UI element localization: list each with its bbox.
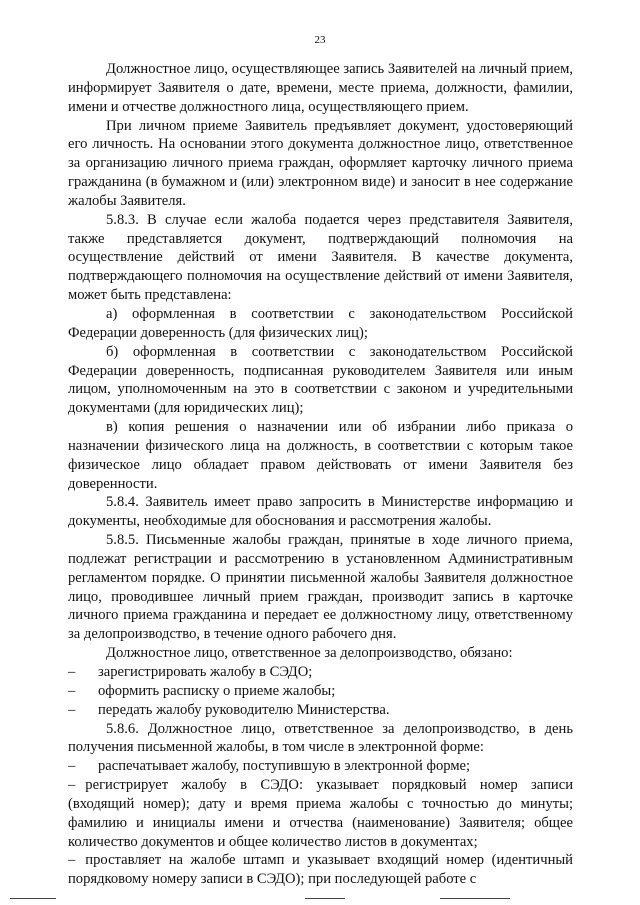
list-item (68, 757, 573, 776)
dash-marker: – (68, 852, 76, 869)
dash-marker: – (68, 758, 76, 775)
paragraph: б) оформленная в соответствии с законодательством Российской Федерации доверенность, подписанная руководителем Заявителя или иным лицом, уполномоченным на это в соответствии с законом и учредительными документами (для юридических лиц); (68, 343, 573, 417)
paragraph: 5.8.3. В случае если жалоба подается через представителя Заявителя, также представляется документ, подтверждающий полномочия на осуществление действий от имени Заявителя. В качестве документа, подтверждающего полномочия на осуществление действий от имени Заявителя, может быть представлена: (68, 211, 573, 304)
document-body (68, 60, 573, 889)
dash-marker: – (68, 682, 76, 699)
dash-marker: – (68, 777, 76, 794)
list-item (68, 851, 573, 889)
scan-edge-line (440, 898, 510, 899)
dash-marker: – (68, 701, 76, 718)
list-item-text: оформить расписку о приеме жалобы; (98, 682, 336, 699)
list-item (68, 663, 573, 682)
paragraph: 5.8.5. Письменные жалобы граждан, принятые в ходе личного приема, подлежат регистрации и рассмотрению в установленном Административным регламентом порядке. О принятии письменной жалобы Заявителя должностное лицо, проводившее личный прием граждан, производит запись в карточке личного приема гражданина и передает ее должностному лицу, ответственному за делопроизводство, в течение одного рабочего дня. (68, 532, 573, 643)
paragraph: а) оформленная в соответствии с законодательством Российской Федерации доверенность (для физических лиц); (68, 305, 573, 341)
list-item-text: передать жалобу руководителю Министерства. (98, 701, 390, 718)
dash-marker: – (68, 664, 76, 680)
list-item-text: распечатывает жалобу, поступившую в электронной форме; (98, 758, 471, 775)
list-item-text: проставляет на жалобе штамп и указывает входящий номер (идентичный порядковому номеру записи в СЭДО); при последующей работе с (68, 852, 573, 888)
scan-edge-line (10, 898, 56, 899)
paragraph: 5.8.4. Заявитель имеет право запросить в Министерстве информацию и документы, необходимые для обоснования и рассмотрения жалобы. (68, 494, 573, 530)
paragraph: 5.8.6. Должностное лицо, ответственное за делопроизводство, в день получения письменной жалобы, в том числе в электронной форме: (68, 720, 573, 756)
list-item (68, 776, 573, 851)
paragraph: в) копия решения о назначении или об избрании либо приказа о назначении физического лица на должность, в соответствии с которым такое физическое лицо обладает правом действовать от имени Заявителя без доверенности. (68, 419, 573, 492)
list-item (68, 682, 573, 701)
list-item (68, 701, 573, 720)
paragraph: Должностное лицо, осуществляющее запись Заявителей на личный прием, информирует Заявителя о дате, времени, месте приема, должности, фамилии, имени и отчестве должностного лица, осуществляющего прием. (68, 61, 573, 115)
paragraph: Должностное лицо, ответственное за делопроизводство, обязано: (106, 645, 513, 662)
paragraph: При личном приеме Заявитель предъявляет документ, удостоверяющий его личность. На основании этого документа должностное лицо, ответственное за организацию личного приема граждан, оформляет карточку личного приема гражданина (в бумажном и (или) электронном виде) и заносит в нее содержание жалобы Заявителя. (68, 117, 573, 209)
list-item-text: зарегистрировать жалобу в СЭДО; (98, 664, 313, 680)
page-number: 23 (314, 34, 326, 46)
scan-edge-line (305, 898, 345, 899)
list-item-text: регистрирует жалобу в СЭДО: указывает порядковый номер записи (входящий номер); дату и время приема жалобы с точностью до минуты; фамилию и инициалы имени и отчества (наименование) Заявителя; общее количество документов и общее количество листов в документах; (68, 777, 573, 850)
